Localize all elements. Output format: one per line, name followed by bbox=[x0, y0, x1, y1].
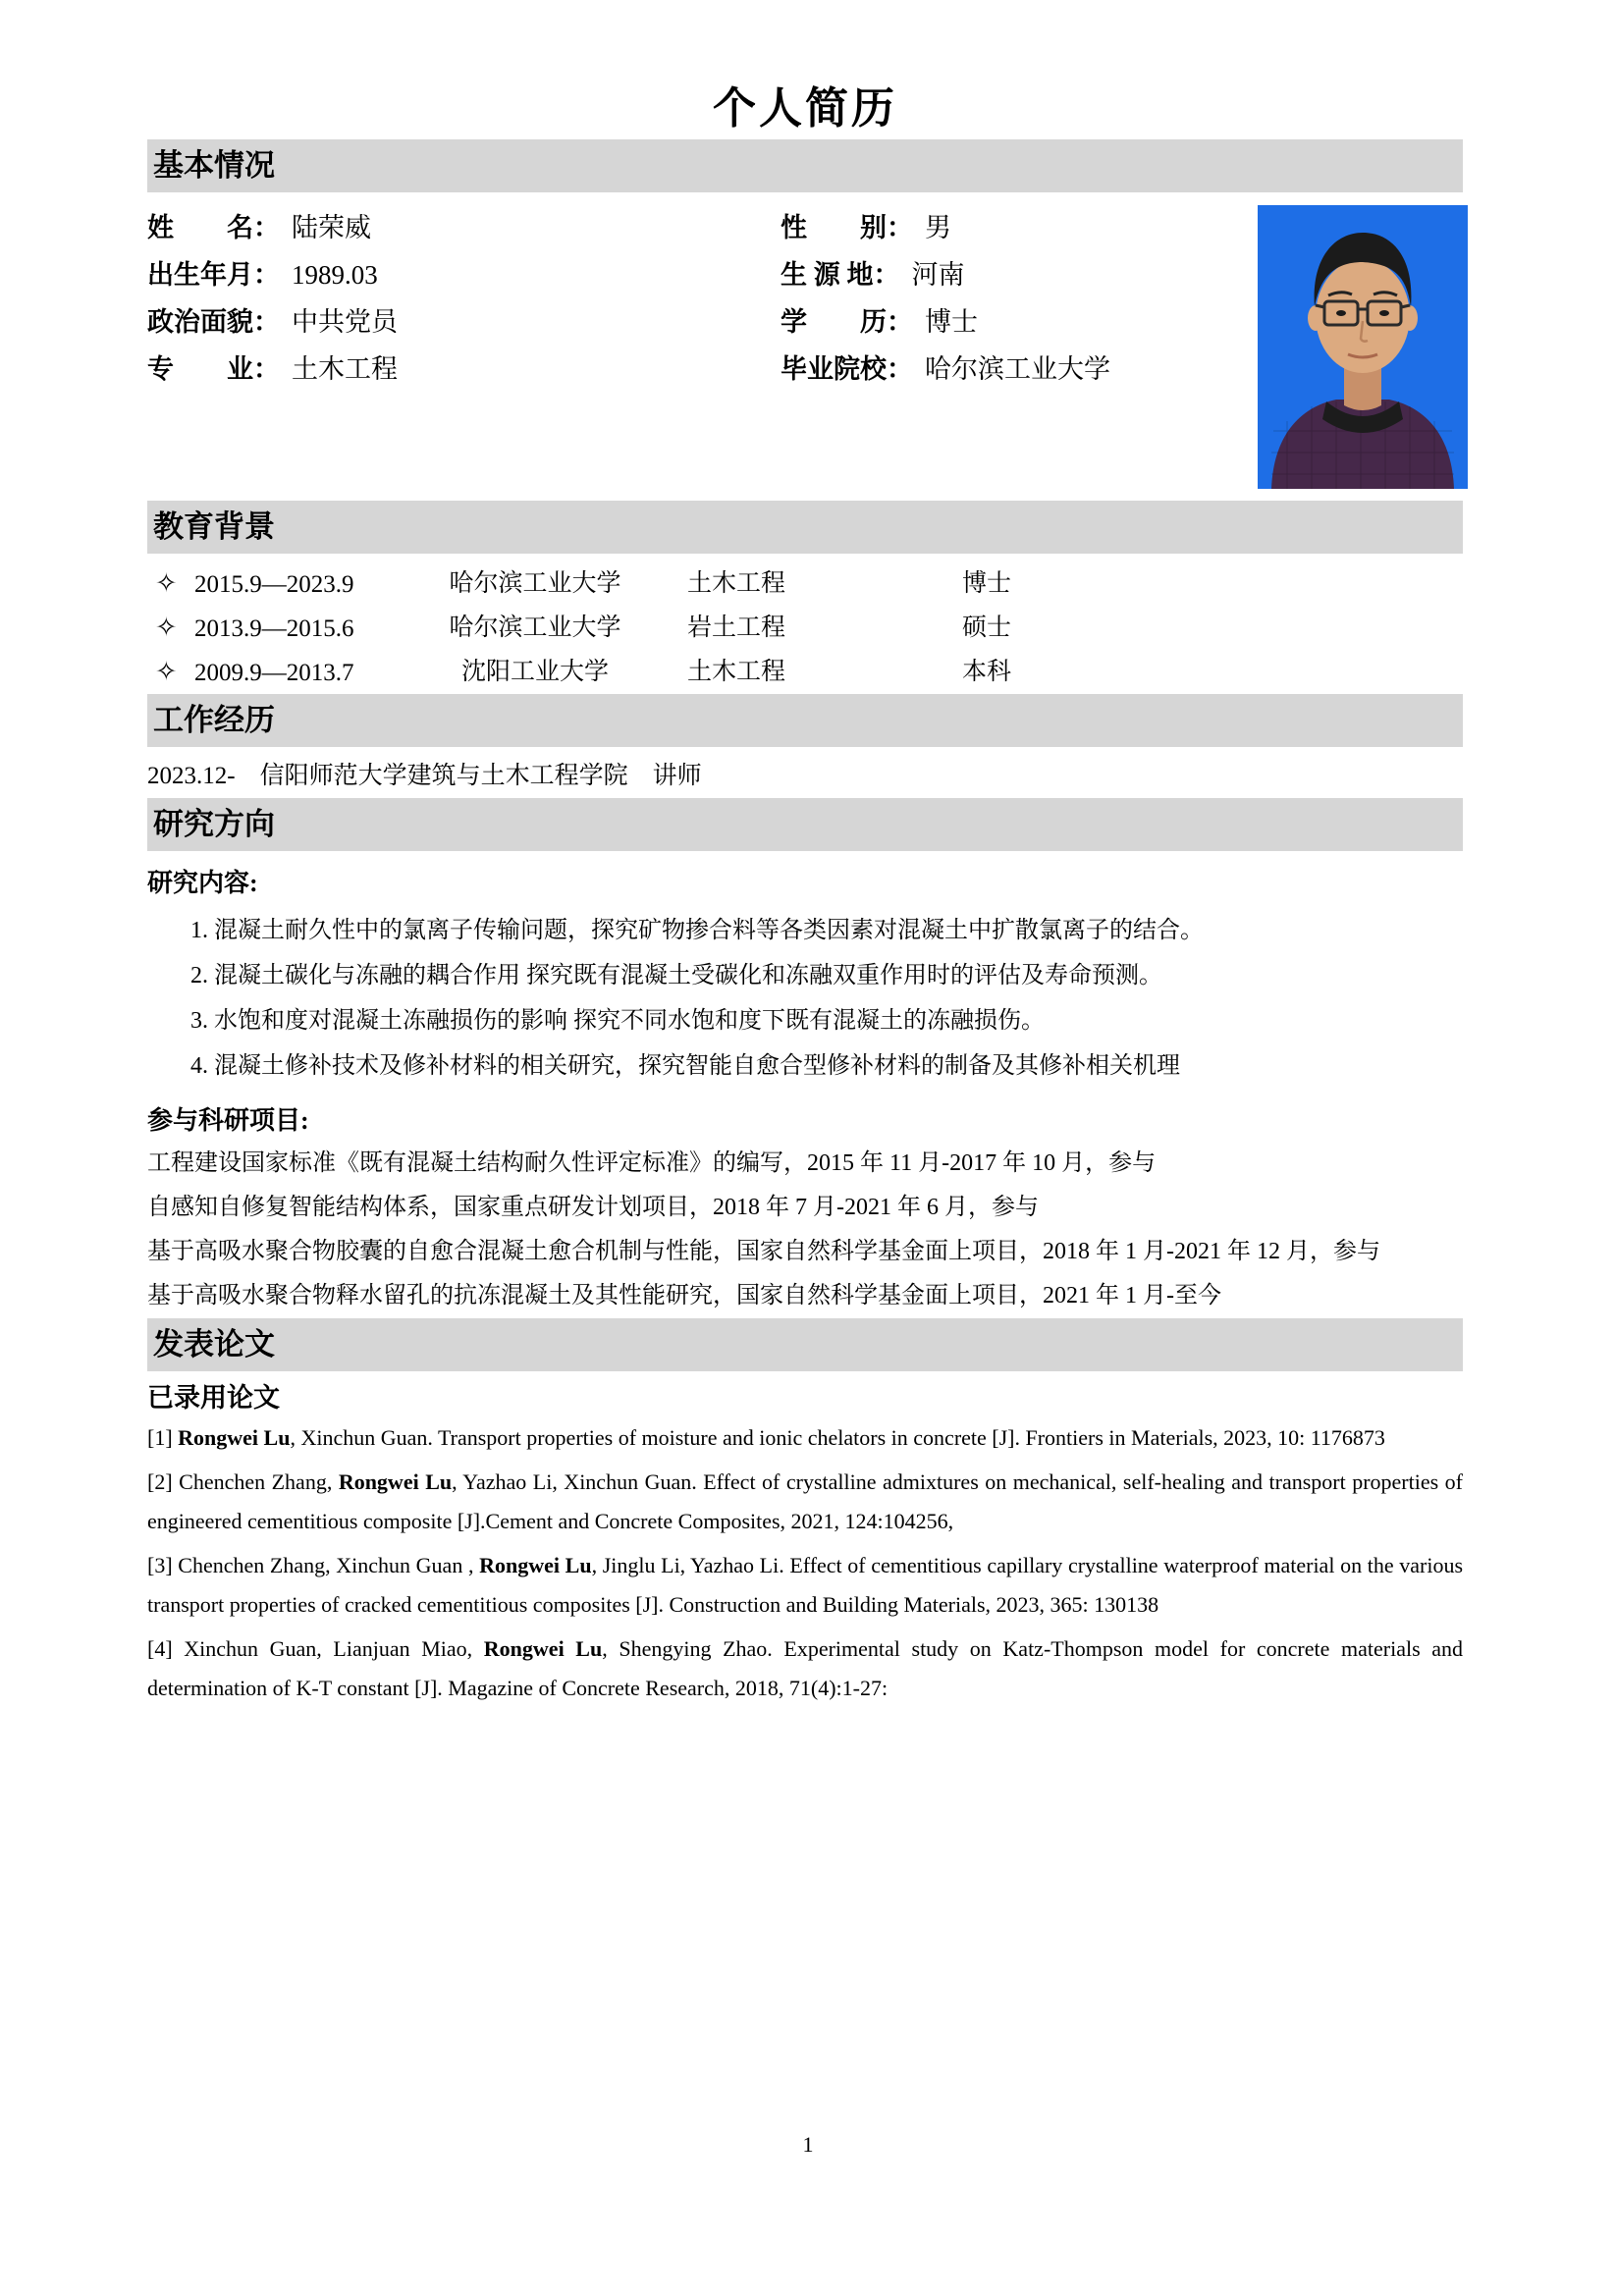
basic-info-left-column bbox=[147, 204, 776, 393]
publication-entry bbox=[147, 1546, 1463, 1625]
field-value: 河南 bbox=[911, 260, 965, 290]
research-projects-list bbox=[147, 1142, 1463, 1318]
research-items-list bbox=[147, 908, 1463, 1089]
education-school: 哈尔滨工业大学 bbox=[449, 614, 621, 641]
research-project: 工程建设国家标准《既有混凝土结构耐久性评定标准》的编写，2015 年 11 月-2017 年 10 月，参与 bbox=[147, 1150, 1157, 1176]
education-period bbox=[147, 650, 432, 695]
research-projects-label: 参与科研项目: bbox=[147, 1106, 309, 1135]
education-major: 岩土工程 bbox=[687, 614, 786, 641]
field-label: 专 业： bbox=[147, 354, 280, 384]
field-value: 哈尔滨工业大学 bbox=[925, 354, 1110, 384]
field-name bbox=[147, 204, 776, 251]
education-school: 哈尔滨工业大学 bbox=[449, 570, 621, 597]
publication-author-highlight: Rongwei Lu bbox=[483, 1636, 603, 1661]
publication-pre: [2] Chenchen Zhang, bbox=[147, 1469, 339, 1494]
field-value: 中共党员 bbox=[292, 307, 398, 337]
publication-author-highlight: Rongwei Lu bbox=[338, 1469, 453, 1494]
field-label: 性 别： bbox=[781, 213, 913, 242]
page-number: 1 bbox=[802, 2132, 814, 2157]
research-content-label: 研究内容: bbox=[147, 869, 258, 897]
research-item: 2. 混凝土碳化与冻融的耦合作用 探究既有混凝土受碳化和冻融双重作用时的评估及寿命预测。 bbox=[190, 963, 1162, 988]
publication-entry bbox=[147, 1629, 1463, 1708]
work-experience-entry: 2023.12- 信阳师范大学建筑与土木工程学院 讲师 bbox=[147, 763, 702, 789]
publication-pre: [3] Chenchen Zhang, Xinchun Guan , bbox=[147, 1553, 480, 1577]
section-header-publications: 发表论文 bbox=[147, 1318, 1463, 1371]
diamond-bullet-icon: ✧ bbox=[155, 657, 178, 686]
education-degree: 本科 bbox=[962, 659, 1012, 685]
publication-post: , Xinchun Guan. Transport properties of moisture and ionic chelators in concrete [J]. Frontiers in Materials, 2023, 10: 1176873 bbox=[290, 1425, 1385, 1450]
education-table bbox=[147, 554, 1463, 694]
section-header-research-direction: 研究方向 bbox=[147, 798, 1463, 851]
publication-post: , Shengying Zhao. Experimental study on Katz-Thompson model for concrete materials and determination of K-T constant [J]. Magazine of Concrete Research, 2018, 71(4):1-27: bbox=[147, 1636, 1464, 1700]
field-value: 陆荣威 bbox=[292, 213, 371, 242]
field-label: 出生年月： bbox=[147, 260, 280, 290]
research-project: 自感知自修复智能结构体系，国家重点研发计划项目，2018 年 7 月-2021 年 6 月，参与 bbox=[147, 1195, 1039, 1220]
field-label: 毕业院校： bbox=[781, 354, 913, 384]
research-item: 4. 混凝土修补技术及修补材料的相关研究，探究智能自愈合型修补材料的制备及其修补相关机理 bbox=[190, 1053, 1180, 1079]
education-degree: 博士 bbox=[962, 570, 1012, 597]
id-photo bbox=[1258, 205, 1468, 489]
education-period-text: 2015.9—2023.9 bbox=[194, 571, 354, 598]
education-period-text: 2009.9—2013.7 bbox=[194, 660, 354, 686]
education-major: 土木工程 bbox=[687, 570, 786, 597]
research-item: 1. 混凝土耐久性中的氯离子传输问题，探究矿物掺合料等各类因素对混凝土中扩散氯离子的结合。 bbox=[190, 918, 1204, 943]
publications-list bbox=[147, 1418, 1463, 1708]
research-project: 基于高吸水聚合物胶囊的自愈合混凝土愈合机制与性能，国家自然科学基金面上项目，2018 年 1 月-2021 年 12 月，参与 bbox=[147, 1239, 1380, 1264]
education-period-text: 2013.9—2015.6 bbox=[194, 615, 354, 642]
education-period bbox=[147, 606, 432, 651]
field-value: 1989.03 bbox=[292, 260, 378, 290]
education-row bbox=[147, 561, 1463, 606]
field-value: 男 bbox=[925, 213, 951, 242]
section-header-basic-info: 基本情况 bbox=[147, 139, 1463, 192]
field-label: 生 源 地： bbox=[781, 260, 900, 290]
field-label: 姓 名： bbox=[147, 213, 280, 242]
field-birth-date bbox=[147, 251, 776, 298]
diamond-bullet-icon: ✧ bbox=[155, 613, 178, 642]
photo-eye-left bbox=[1336, 310, 1346, 316]
section-header-education: 教育背景 bbox=[147, 501, 1463, 554]
education-period bbox=[147, 561, 432, 607]
education-degree: 硕士 bbox=[962, 614, 1012, 641]
education-major: 土木工程 bbox=[687, 659, 786, 685]
diamond-bullet-icon: ✧ bbox=[155, 568, 178, 598]
field-label: 政治面貌： bbox=[147, 307, 280, 337]
publication-post: , Jinglu Li, Yazhao Li. Effect of cementitious capillary crystalline waterproof material on the various transport properties of cracked cementitious composites [J]. Construction and Building Materials, 2023, 365: 130138 bbox=[147, 1553, 1464, 1617]
publication-pre: [1] bbox=[147, 1425, 179, 1450]
field-major bbox=[147, 346, 776, 393]
education-row bbox=[147, 650, 1463, 694]
publication-post: , Yazhao Li, Xinchun Guan. Effect of crystalline admixtures on mechanical, self-healing and transport properties of engineered cementitious composite [J].Cement and Concrete Composites, 2021, 124:104256, bbox=[147, 1469, 1463, 1533]
accepted-papers-label: 已录用论文 bbox=[147, 1383, 280, 1413]
field-value: 土木工程 bbox=[292, 354, 398, 384]
field-political-status bbox=[147, 298, 776, 346]
education-school: 沈阳工业大学 bbox=[460, 659, 609, 685]
field-value: 博士 bbox=[925, 307, 978, 337]
photo-eye-right bbox=[1379, 310, 1389, 316]
publication-entry bbox=[147, 1463, 1463, 1541]
publication-author-highlight: Rongwei Lu bbox=[479, 1553, 592, 1577]
publication-pre: [4] Xinchun Guan, Lianjuan Miao, bbox=[147, 1636, 484, 1661]
research-item: 3. 水饱和度对混凝土冻融损伤的影响 探究不同水饱和度下既有混凝土的冻融损伤。 bbox=[190, 1008, 1045, 1034]
education-row bbox=[147, 606, 1463, 650]
research-project: 基于高吸水聚合物释水留孔的抗冻混凝土及其性能研究，国家自然科学基金面上项目，2021 年 1 月-至今 bbox=[147, 1283, 1221, 1308]
id-photo-graphic bbox=[1258, 205, 1468, 489]
publication-entry bbox=[147, 1418, 1463, 1458]
page-title: 个人简历 bbox=[713, 84, 897, 133]
section-header-work-experience: 工作经历 bbox=[147, 694, 1463, 747]
field-label: 学 历： bbox=[781, 307, 913, 337]
publication-author-highlight: Rongwei Lu bbox=[178, 1425, 291, 1450]
